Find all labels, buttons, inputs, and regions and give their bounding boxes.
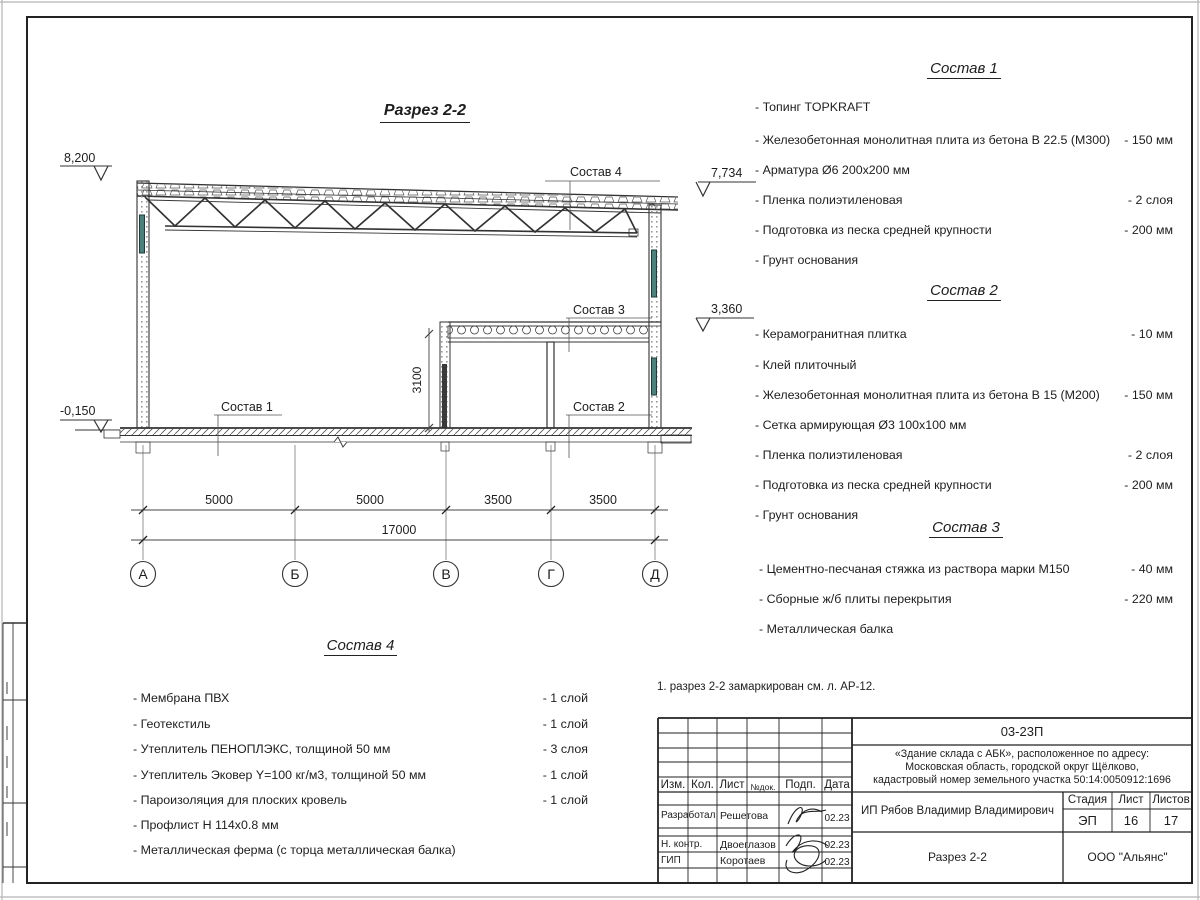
elevation-mark-3360	[696, 318, 754, 331]
layer-name: - Топинг TOPKRAFT	[755, 100, 871, 114]
layer-name: - Геотекстиль	[133, 717, 211, 731]
layer-name: - Пленка полиэтиленовая	[755, 448, 903, 462]
col-header-data: Дата	[824, 779, 850, 791]
layer-name: - Керамогранитная плитка	[755, 327, 907, 341]
list-item	[755, 223, 1173, 237]
list-item	[755, 388, 1173, 402]
col-header-kol: Кол.	[691, 779, 714, 791]
mezzanine	[440, 322, 661, 428]
elevation-mark-8200	[60, 166, 112, 180]
dimension-values	[205, 493, 617, 537]
role-gip: ГИП	[661, 855, 681, 866]
sheet-number: 16	[1123, 813, 1139, 828]
elevation-value: 3,360	[711, 302, 743, 316]
name-ncontrol: Двоеглазов	[720, 839, 776, 851]
list-item	[759, 592, 1173, 606]
list-item	[755, 253, 1173, 267]
composition4-callout: Состав 4	[570, 165, 622, 179]
composition-list-title: Состав 2	[755, 282, 1173, 301]
composition-list-title: Состав 4	[133, 637, 588, 656]
composition3-callout: Состав 3	[573, 303, 625, 317]
elevation-mark-7734	[696, 182, 756, 196]
axis-label: Б	[290, 566, 300, 582]
layer-name: - Утеплитель ПЕНОПЛЭКС, толщиной 50 мм	[133, 742, 391, 756]
layer-qty: - 200 мм	[1124, 223, 1173, 237]
layer-name: - Грунт основания	[755, 508, 859, 522]
sheets-label: Листов	[1152, 794, 1190, 806]
list-item	[759, 622, 1173, 636]
layer-name: - Клей плиточный	[755, 358, 857, 372]
layer-name: - Профлист Н 114х0.8 мм	[133, 818, 279, 832]
layer-qty: - 220 мм	[1124, 592, 1173, 606]
layer-name: - Железобетонная монолитная плита из бетона В 15 (М200)	[755, 388, 1100, 402]
layer-name: - Арматура Ø6 200х200 мм	[755, 163, 910, 177]
composition-leaders	[214, 181, 660, 458]
layer-name: - Пленка полиэтиленовая	[755, 193, 903, 207]
layer-name: - Сетка армирующая Ø3 100х100 мм	[755, 418, 967, 432]
axis-label: Д	[650, 566, 660, 582]
layer-name: - Цементно-песчаная стяжка из раствора марки М150	[759, 562, 1070, 576]
axis-label: А	[138, 566, 148, 582]
layer-name: - Железобетонная монолитная плита из бетона В 22.5 (М300)	[755, 133, 1111, 147]
list-item	[133, 742, 588, 756]
axis-bubbles	[131, 562, 668, 587]
layer-qty: - 150 мм	[1124, 133, 1173, 147]
titleblock-address-line2: Московская область, городской округ Щёлково,	[905, 761, 1139, 773]
floor-slab	[75, 428, 692, 453]
list-item	[755, 133, 1173, 147]
stage-label: Стадия	[1067, 794, 1108, 806]
layer-qty: - 2 слоя	[1127, 193, 1173, 207]
date-ncontrol: 02.23	[824, 840, 850, 851]
axis-label: Г	[547, 566, 555, 582]
list-item	[759, 562, 1173, 576]
name-developed: Решетова	[720, 810, 769, 822]
layer-name: - Грунт основания	[755, 253, 859, 267]
name-gip: Коротаев	[720, 855, 766, 867]
layer-qty: - 1 слой	[542, 717, 588, 731]
titleblock-company: ООО "Альянс"	[1087, 850, 1168, 864]
list-item	[755, 193, 1173, 207]
layer-qty: - 10 мм	[1131, 327, 1173, 341]
layer-name: - Металлическая балка	[759, 622, 894, 636]
composition-list-title: Состав 3	[759, 519, 1173, 538]
elevation-value: -0,150	[60, 404, 96, 418]
date-gip: 02.23	[824, 857, 850, 868]
layer-name: - Мембрана ПВХ	[133, 691, 230, 705]
list-item	[133, 818, 588, 832]
dim-value: 3500	[589, 493, 617, 507]
col-header-izm: Изм.	[660, 779, 686, 791]
list-item	[755, 100, 1173, 114]
composition1-callout: Состав 1	[221, 400, 273, 414]
date-developed: 02.23	[824, 813, 850, 824]
layer-name: - Подготовка из песка средней крупности	[755, 223, 992, 237]
layer-name: - Пароизоляция для плоских кровель	[133, 793, 347, 807]
list-item	[133, 691, 588, 705]
dim-value: 5000	[356, 493, 384, 507]
drawing-note: 1. разрез 2-2 замаркирован см. л. АР-12.	[657, 681, 876, 693]
layer-qty: - 1 слой	[542, 691, 588, 705]
axis-label: В	[441, 566, 451, 582]
left-margin-boxes	[3, 623, 27, 883]
list-item	[133, 768, 588, 782]
dim-value: 3500	[484, 493, 512, 507]
role-ncontrol: Н. контр.	[661, 839, 703, 850]
composition2-callout: Состав 2	[573, 400, 625, 414]
layer-qty: - 200 мм	[1124, 478, 1173, 492]
layer-qty: - 40 мм	[1131, 562, 1173, 576]
col-header-podp: Подп.	[785, 779, 816, 791]
list-item	[755, 448, 1173, 462]
list-item	[755, 418, 1173, 432]
dim-value: 5000	[205, 493, 233, 507]
col-header-ndok: №док.	[750, 782, 776, 792]
layer-name: - Металлическая ферма (с торца металлическая балка)	[133, 843, 456, 857]
elevation-value: 7,734	[711, 166, 743, 180]
col-header-list: Лист	[719, 779, 745, 791]
titleblock-address-line1: «Здание склада с АБК», расположенное по адресу:	[894, 748, 1150, 760]
titleblock-client: ИП Рябов Владимир Владимирович	[861, 805, 1054, 817]
layer-name: - Сборные ж/б плиты перекрытия	[759, 592, 952, 606]
role-developed: Разработал	[661, 810, 716, 821]
list-item	[133, 793, 588, 807]
layer-qty: - 3 слоя	[542, 742, 588, 756]
height-dimension	[425, 328, 433, 432]
list-item	[755, 327, 1173, 341]
list-item	[133, 717, 588, 731]
list-item	[755, 163, 1173, 177]
layer-qty: - 1 слой	[542, 793, 588, 807]
stage-value: ЭП	[1078, 813, 1097, 828]
titleblock-doc-number: 03-23П	[1000, 724, 1044, 739]
layer-name: - Подготовка из песка средней крупности	[755, 478, 992, 492]
section-title: Разрез 2-2	[340, 102, 510, 123]
layer-qty: - 150 мм	[1124, 388, 1173, 402]
elevation-value: 8,200	[64, 151, 96, 165]
layer-qty: - 1 слой	[542, 768, 588, 782]
dim-total-value: 17000	[381, 523, 417, 537]
sheet-label: Лист	[1118, 794, 1144, 806]
titleblock-drawing-name: Разрез 2-2	[928, 850, 987, 864]
sheets-total: 17	[1163, 813, 1179, 828]
height-dimension-value: 3100	[410, 366, 424, 394]
titleblock-address-line3: кадастровый номер земельного участка 50:14:0050912:1696	[873, 774, 1171, 786]
layer-name: - Утеплитель Эковер Y=100 кг/м3, толщиной 50 мм	[133, 768, 427, 782]
list-item	[755, 478, 1173, 492]
layer-qty: - 2 слоя	[1127, 448, 1173, 462]
list-item	[133, 843, 588, 857]
list-item	[755, 358, 1173, 372]
composition-list-title: Состав 1	[755, 60, 1173, 79]
